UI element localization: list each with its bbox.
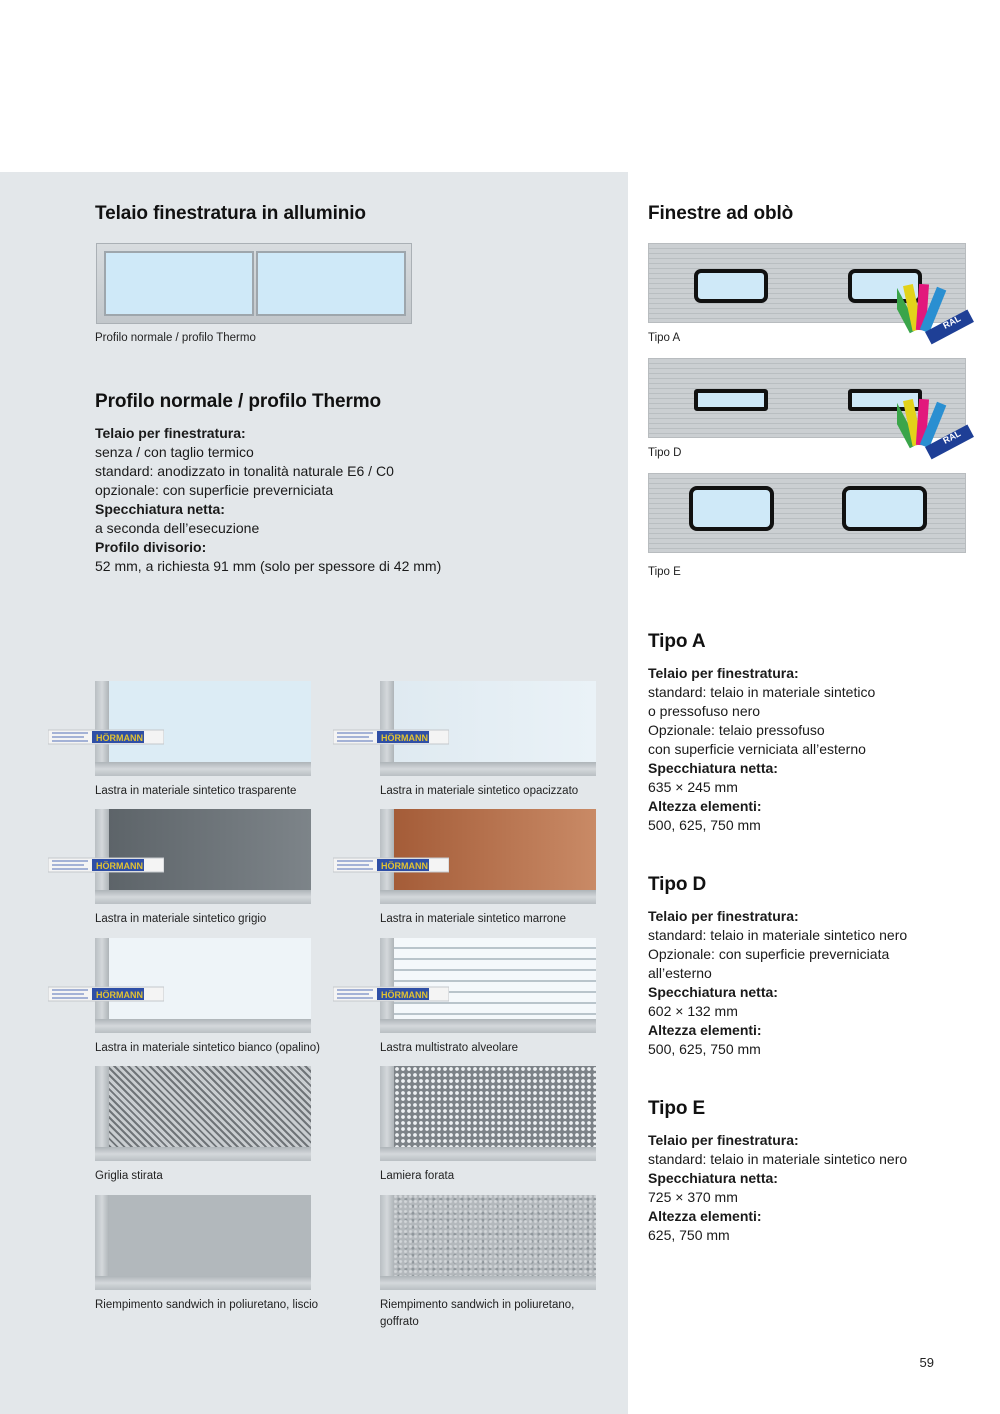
frame-profile	[95, 1019, 311, 1033]
material-caption: Lamiera forata	[380, 1170, 455, 1182]
type-heading: Tipo A	[648, 631, 706, 652]
material-caption: Lastra in materiale sintetico opacizzato	[380, 785, 579, 797]
material-sample-image	[95, 1066, 311, 1161]
material-surface	[394, 1195, 596, 1276]
material-surface	[109, 1195, 311, 1276]
brand-label-sticker	[48, 984, 164, 1004]
material-caption: Lastra in materiale sintetico trasparente	[95, 785, 297, 797]
frame-profile	[380, 1019, 596, 1033]
spec-value: opzionale: con superficie preverniciata	[95, 482, 334, 498]
spec-value: 625, 750 mm	[648, 1227, 730, 1243]
spec-label: Altezza elementi:	[648, 1022, 762, 1038]
spec-label: Specchiatura netta:	[648, 760, 778, 776]
profile-specs	[95, 424, 595, 576]
material-caption: Lastra multistrato alveolare	[380, 1042, 519, 1054]
label-tipo-a: Tipo A	[648, 332, 681, 344]
spec-value: 52 mm, a richiesta 91 mm (solo per spessore di 42 mm)	[95, 558, 442, 574]
material-sample-image	[380, 1195, 596, 1290]
brand-label-sticker	[48, 855, 164, 875]
heading-aluminium-frame: Telaio finestratura in alluminio	[95, 203, 366, 224]
material-surface	[394, 938, 596, 1019]
porthole-window	[694, 389, 768, 411]
brand-label-text: HÖRMANN	[381, 990, 428, 1000]
brand-label-text: HÖRMANN	[381, 733, 428, 743]
type-heading: Tipo E	[648, 1098, 706, 1119]
frame-profile	[380, 762, 596, 776]
label-tipo-d: Tipo D	[648, 447, 682, 459]
spec-value: senza / con taglio termico	[95, 444, 254, 460]
material-caption-line: Riempimento sandwich in poliuretano,	[380, 1299, 575, 1311]
material-surface	[394, 809, 596, 890]
brand-label-text: HÖRMANN	[96, 861, 143, 871]
material-surface	[394, 681, 596, 762]
type-spec-list	[648, 1131, 978, 1245]
aluminium-frame-image	[96, 243, 412, 324]
ral-label: RAL	[941, 428, 963, 446]
label-tipo-e: Tipo E	[648, 566, 681, 578]
ral-color-fan-icon	[897, 282, 977, 352]
brand-label-sticker	[48, 727, 164, 747]
frame-profile	[95, 1147, 311, 1161]
porthole-window	[689, 486, 774, 531]
porthole-window	[842, 486, 927, 531]
heading-profile: Profilo normale / profilo Thermo	[95, 391, 382, 412]
brand-label-text: HÖRMANN	[96, 733, 143, 743]
glass-pane-left	[104, 251, 254, 316]
heading-portholes: Finestre ad oblò	[648, 203, 794, 224]
spec-label: Altezza elementi:	[648, 798, 762, 814]
spec-value: Opzionale: telaio pressofuso	[648, 722, 825, 738]
frame-profile	[380, 890, 596, 904]
spec-label: Altezza elementi:	[648, 1208, 762, 1224]
frame-profile	[95, 1276, 311, 1290]
material-caption: Griglia stirata	[95, 1170, 163, 1182]
brand-label-text: HÖRMANN	[381, 861, 428, 871]
frame-profile	[380, 1276, 596, 1290]
material-caption: Lastra in materiale sintetico marrone	[380, 913, 566, 925]
spec-value: standard: telaio in materiale sintetico	[648, 684, 876, 700]
porthole-panel-tipo-e	[648, 473, 966, 553]
type-spec-list	[648, 664, 978, 835]
material-caption: Riempimento sandwich in poliuretano, liscio	[95, 1299, 319, 1311]
glass-pane-right	[256, 251, 406, 316]
spec-label: Specchiatura netta:	[648, 984, 778, 1000]
material-caption	[380, 1297, 574, 1331]
brand-label-text: HÖRMANN	[96, 990, 143, 1000]
brand-label-sticker	[333, 855, 449, 875]
spec-value: standard: telaio in materiale sintetico nero	[648, 927, 908, 943]
caption-aluminium-frame: Profilo normale / profilo Thermo	[95, 332, 256, 344]
material-caption-line: goffrato	[380, 1316, 419, 1328]
spec-value: standard: anodizzato in tonalità naturale E6 / C0	[95, 463, 394, 479]
page-number: 59	[919, 1355, 934, 1370]
spec-value: con superficie verniciata all’esterno	[648, 741, 866, 757]
spec-value: o pressofuso nero	[648, 703, 761, 719]
material-surface	[109, 809, 311, 890]
spec-label: Profilo divisorio:	[95, 539, 207, 555]
brand-label-sticker	[333, 727, 449, 747]
spec-value: standard: telaio in materiale sintetico nero	[648, 1151, 908, 1167]
material-sample-image	[380, 1066, 596, 1161]
porthole-window	[694, 269, 768, 303]
material-caption: Lastra in materiale sintetico grigio	[95, 913, 267, 925]
spec-value: 635 × 245 mm	[648, 779, 738, 795]
material-surface	[109, 1066, 311, 1147]
frame-profile	[380, 1147, 596, 1161]
material-sample-image	[95, 1195, 311, 1290]
ral-color-fan-icon	[897, 397, 977, 467]
spec-value: Opzionale: con superficie preverniciata	[648, 946, 890, 962]
spec-label: Telaio per finestratura:	[95, 425, 246, 441]
spec-label: Specchiatura netta:	[95, 501, 225, 517]
material-surface	[109, 938, 311, 1019]
ral-label: RAL	[941, 313, 963, 331]
type-spec-list	[648, 907, 978, 1059]
spec-label: Telaio per finestratura:	[648, 665, 799, 681]
spec-value: all’esterno	[648, 965, 712, 981]
material-caption: Lastra in materiale sintetico bianco (opalino)	[95, 1042, 321, 1054]
spec-label: Specchiatura netta:	[648, 1170, 778, 1186]
spec-value: 500, 625, 750 mm	[648, 817, 761, 833]
spec-label: Telaio per finestratura:	[648, 1132, 799, 1148]
type-heading: Tipo D	[648, 874, 707, 895]
frame-profile	[95, 762, 311, 776]
material-surface	[394, 1066, 596, 1147]
spec-value: a seconda dell’esecuzione	[95, 520, 260, 536]
spec-label: Telaio per finestratura:	[648, 908, 799, 924]
frame-profile	[95, 890, 311, 904]
material-surface	[109, 681, 311, 762]
spec-value: 602 × 132 mm	[648, 1003, 738, 1019]
spec-value: 725 × 370 mm	[648, 1189, 738, 1205]
spec-value: 500, 625, 750 mm	[648, 1041, 761, 1057]
brand-label-sticker	[333, 984, 449, 1004]
